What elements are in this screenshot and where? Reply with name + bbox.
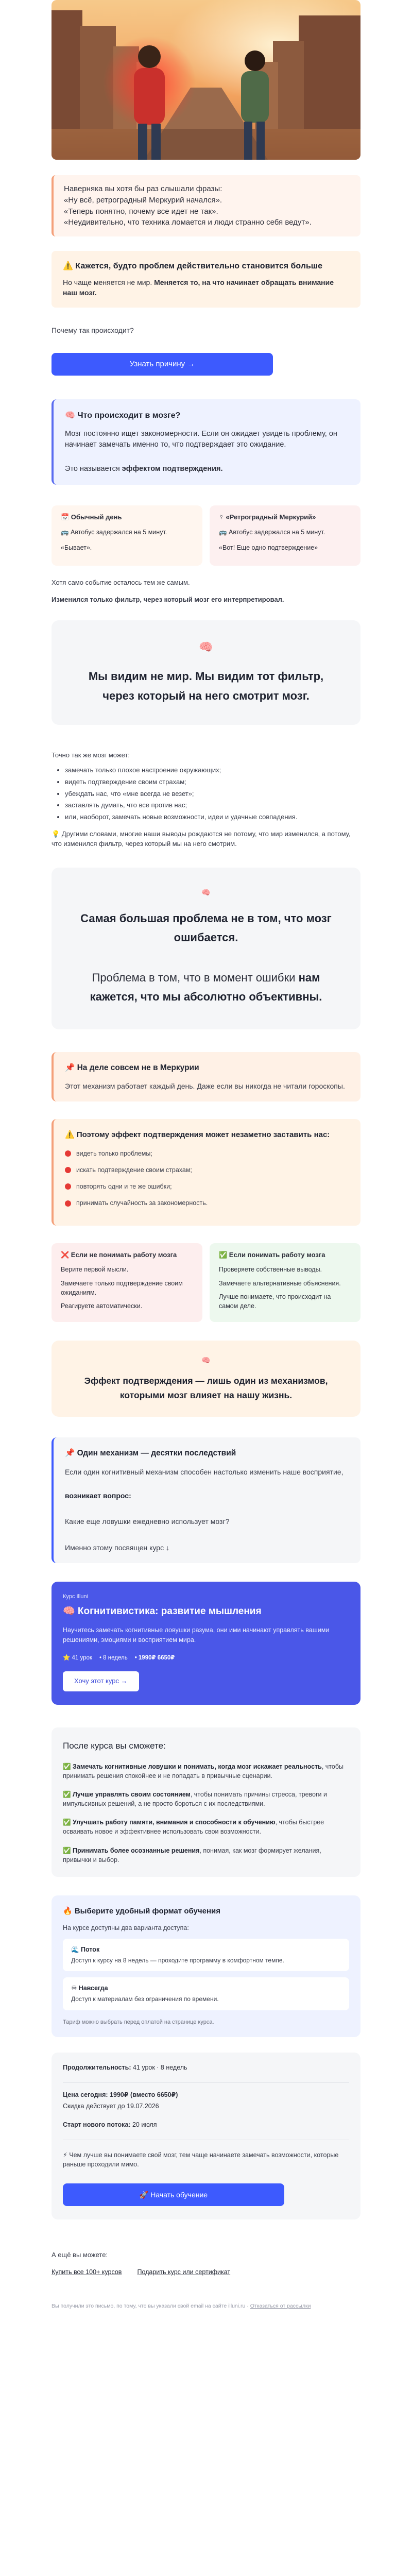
benefit-rest: , чтобы понимать причины стресса, тревоги и импульсивных решений, а не просто бороться с их последствиями. <box>63 1791 327 1808</box>
mechanism-p3: Какие еще ловушки ежедневно использует мозг? <box>65 1517 230 1526</box>
city-sunset-illustration-icon <box>52 0 360 160</box>
only-filter-bold: Изменился только фильтр, через который мозг его интерпретировал. <box>52 596 284 604</box>
benefit-item <box>63 1762 349 1781</box>
without-item: Замечаете только подтверждение своим ожиданиям. <box>61 1279 183 1296</box>
format-note: Тариф можно выбрать перед оплатой на странице курса. <box>63 2019 214 2025</box>
duration-label: Продолжительность: <box>63 2063 131 2071</box>
danger-item-text: повторять одни и те же ошибки; <box>76 1183 172 1191</box>
intro-quote-card <box>52 175 360 236</box>
learn-cause-button[interactable]: Узнать причину → <box>52 353 273 376</box>
mercury-card <box>52 1052 360 1102</box>
ordinary-day-card <box>52 505 202 566</box>
benefit-bold: ✅ Улучшать работу памяти, внимания и способности к обучению <box>63 1819 276 1826</box>
line2-prefix: Проблема в том, что в момент ошибки <box>92 971 299 984</box>
duration-value: 41 урок · 8 недель <box>131 2063 187 2071</box>
start-row <box>63 2120 349 2129</box>
without-title: ❌ Если не понимать работу мозга <box>61 1250 177 1259</box>
problem-sub-bold: Меняется то, на что начинает обращать внимание наш мозг. <box>63 278 334 297</box>
discount-row: Скидка действует до 19.07.2026 <box>63 2102 159 2110</box>
benefit-item <box>63 1846 349 1865</box>
effect-bold: эффектом подтверждения. <box>122 465 223 473</box>
mechanism-p4: Именно этому посвящен курс ↓ <box>65 1543 169 1552</box>
same-event-text: Хотя само событие осталось тем же самым. <box>52 579 190 587</box>
biggest-problem-line2 <box>77 968 335 1007</box>
pros-cons <box>52 1243 360 1322</box>
course-tag: Курс Illuni <box>63 1593 89 1600</box>
mechanism-p2: возникает вопрос: <box>65 1492 131 1500</box>
list-item <box>65 1165 349 1175</box>
list-item: • убеждать нас, что «мне всегда не везет»; <box>65 789 360 799</box>
effect-prefix: Это называется <box>65 465 122 473</box>
without-item: Верите первой мысли. <box>61 1266 129 1274</box>
benefit-rest: , чтобы быстрее осваивать новое и эффективнее использовать свои возможности. <box>63 1819 324 1836</box>
footer-notice: Вы получили это письмо, по тому, что вы указали свой email на сайте illuni.ru <box>52 2303 246 2310</box>
quote-line: «Неудивительно, что техника ломается и люди странно себя ведут». <box>64 218 312 227</box>
pricing-card <box>52 2053 360 2220</box>
conclusion-text: Эффект подтверждения — лишь один из механизмов, которыми мозг влияет на нашу жизнь. <box>84 1376 328 1401</box>
price-old: 6650₽ <box>157 2091 176 2098</box>
brain-info-title: 🧠 Что происходит в мозге? <box>65 411 181 420</box>
compare-days <box>52 505 360 566</box>
start-value: 20 июля <box>130 2121 157 2129</box>
brain-info-effect <box>65 464 349 474</box>
with-title: ✅ Если понимать работу мозга <box>219 1250 325 1259</box>
list-item <box>65 1182 349 1191</box>
price-old-label: (вместо <box>128 2091 157 2098</box>
after-course-card <box>52 1727 360 1877</box>
course-desc: Научитесь замечать когнитивные ловушки разума, они ими начинают управлять вашими решениями, эмоциями и восприятием мира. <box>63 1626 330 1643</box>
danger-list <box>65 1149 349 1208</box>
divider <box>63 2082 349 2083</box>
quote-line: «Ну всё, ретроградный Меркурий начался». <box>64 195 222 205</box>
problem-sub-prefix: Но чаще меняется не мир. <box>63 278 154 287</box>
after-course-title: После курса вы сможете: <box>63 1741 166 1751</box>
more-intro: А ещё вы можете: <box>52 2251 108 2259</box>
why-text: Почему так происходит? <box>52 326 134 334</box>
benefit-rest: , чтобы принимать решения спокойнее и не попадать в привычные сценарии. <box>63 1762 344 1780</box>
list-item: • видеть подтверждение своим страхам; <box>65 777 360 787</box>
benefit-bold: ✅ Замечать когнитивные ловушки и понимать, когда мозг искажает реальность <box>63 1762 322 1770</box>
red-dot-icon <box>65 1150 71 1157</box>
red-dot-icon <box>65 1200 71 1207</box>
format-sub: На курсе доступны два варианта доступа: <box>63 1924 189 1931</box>
biggest-problem-card <box>52 868 360 1029</box>
benefit-item <box>63 1790 349 1808</box>
list-item <box>65 1149 349 1158</box>
list-item: • или, наоборот, замечать новые возможности, идеи и удачные совпадения. <box>65 812 360 822</box>
ordinary-day-line: «Бывает». <box>61 544 92 552</box>
duration-row <box>63 2063 349 2072</box>
ordinary-day-title: 📅 Обычный день <box>61 513 122 521</box>
filter-quote-text: Мы видим не мир. Мы видим тот фильтр, через который на него смотрит мозг. <box>88 669 324 703</box>
brain-info-body: Мозг постоянно ищет закономерности. Если он ожидает увидеть проблему, он начинает замечать именно то, что подтверждает это ожидание. <box>65 430 337 449</box>
format-title: 🔥 Выберите удобный формат обучения <box>63 1906 220 1916</box>
list-item: • замечать только плохое настроение окружающих; <box>65 766 360 775</box>
list-item: • заставлять думать, что все против нас; <box>65 801 360 810</box>
danger-card-title: ⚠️ Поэтому эффект подтверждения может незаметно заставить нас: <box>65 1130 330 1140</box>
price-row <box>63 2090 349 2099</box>
gift-course-link[interactable]: Подарить курс или сертификат <box>137 2268 231 2276</box>
bulb-paragraph: 💡 Другими словами, многие наши выводы рождаются не потому, что мир изменился, а потому, что изменился фильтр, через который мы на него смотрим. <box>52 830 351 848</box>
email-column <box>52 0 360 2311</box>
problem-subtitle <box>63 277 349 298</box>
course-lessons: ⭐ 41 урок <box>63 1654 92 1661</box>
conclusion-card <box>52 1341 360 1417</box>
option-text: Доступ к курсу на 8 недель — проходите программу в комфортном темпе. <box>71 1956 284 1964</box>
red-dot-icon <box>65 1167 71 1173</box>
danger-item-text: искать подтверждение своим страхам; <box>76 1166 192 1174</box>
start-learning-button[interactable]: 🚀 Начать обучение <box>63 2183 284 2206</box>
start-label: Старт нового потока: <box>63 2121 131 2129</box>
mercury-day-title: ☿ «Ретроградный Меркурий» <box>219 513 316 521</box>
mercury-card-title: 📌 На деле совсем не в Меркурии <box>65 1063 199 1072</box>
line2-bold: нам кажется, что мы абсолютно объективны. <box>90 971 322 1004</box>
problem-card <box>52 251 360 308</box>
format-card <box>52 1895 360 2037</box>
danger-card <box>52 1119 360 1225</box>
price-new: 1990₽ <box>110 2091 129 2098</box>
without-understanding-card <box>52 1243 202 1322</box>
price-close: ) <box>176 2091 178 2098</box>
course-weeks: • 8 недель <box>99 1654 128 1661</box>
course-price: • 1990₽ 6650₽ <box>134 1654 175 1661</box>
ordinary-day-line: 🚌 Автобус задержался на 5 минут. <box>61 529 167 536</box>
footer-links <box>52 2267 360 2277</box>
red-dot-icon <box>65 1183 71 1190</box>
without-item: Реагируете автоматически. <box>61 1302 143 1310</box>
danger-item-text: принимать случайность за закономерность. <box>76 1199 208 1207</box>
mercury-day-line: 🚌 Автобус задержался на 5 минут. <box>219 529 325 536</box>
format-option-forever <box>63 1977 349 2010</box>
course-meta <box>63 1654 349 1663</box>
with-item: Замечаете альтернативные объяснения. <box>219 1279 341 1287</box>
mechanism-card <box>52 1437 360 1563</box>
option-text: Доступ к материалам без ограничения по времени. <box>71 1995 219 2003</box>
brain-info-card <box>52 399 360 485</box>
only-filter-text <box>52 595 360 605</box>
mercury-day-line: «Вот! Еще одно подтверждение» <box>219 544 318 552</box>
benefit-rest: , понимая, как мозг формирует желания, привычки и выбор. <box>63 1846 321 1863</box>
unsubscribe-link[interactable]: Отказаться от рассылки <box>250 2303 311 2310</box>
brain-icon: 🧠 <box>199 640 213 654</box>
benefit-bold: ✅ Принимать более осознанные решения <box>63 1846 200 1854</box>
course-card <box>52 1582 360 1705</box>
list-item <box>65 1198 349 1208</box>
problem-title: ⚠️ Кажется, будто проблем действительно становится больше <box>63 262 323 270</box>
brain-icon: 🧠 <box>201 1355 211 1364</box>
buy-all-courses-link[interactable]: Купить все 100+ курсов <box>52 2268 122 2276</box>
mechanism-title: 📌 Один механизм — десятки последствий <box>65 1449 236 1458</box>
benefit-item <box>63 1818 349 1836</box>
mercury-day-card <box>210 505 360 566</box>
footer-text: Вы получили это письмо, по тому, что вы указали свой email на сайте illuni.ru · Отказаться от рассылки <box>52 2303 311 2310</box>
price-label: Цена сегодня: <box>63 2091 110 2098</box>
format-option-stream <box>63 1939 349 1972</box>
mechanism-p1: Если один когнитивный механизм способен настолько изменить наше восприятие, <box>65 1467 344 1476</box>
danger-item-text: видеть только проблемы; <box>76 1150 152 1158</box>
option-title: ♾ Навсегда <box>71 1985 108 1992</box>
quote-line: «Теперь понятно, почему все идет не так». <box>64 207 218 216</box>
brain-icon: 🧠 <box>201 888 211 896</box>
course-title: 🧠 Когнитивистика: развитие мышления <box>63 1605 262 1617</box>
biggest-problem-line1: Самая большая проблема не в том, что мозг ошибается. <box>80 912 332 944</box>
filter-quote-card <box>52 620 360 725</box>
want-course-button[interactable]: Хочу этот курс → <box>63 1671 139 1691</box>
mercury-card-body: Этот механизм работает каждый день. Даже если вы никогда не читали гороскопы. <box>65 1082 345 1091</box>
with-item: Лучше понимаете, что происходит на самом деле. <box>219 1293 331 1310</box>
with-item: Проверяете собственные выводы. <box>219 1266 322 1274</box>
quote-line: Наверняка вы хотя бы раз слышали фразы: <box>64 184 222 193</box>
brain-can-list <box>52 766 360 822</box>
option-title: 🌊 Поток <box>71 1945 100 1953</box>
brain-can-intro: Точно так же мозг может: <box>52 751 130 759</box>
hero-illustration <box>52 0 360 160</box>
benefit-bold: ✅ Лучше управлять своим состоянием <box>63 1791 191 1799</box>
with-understanding-card <box>210 1243 360 1322</box>
pricing-tip: ⚡ Чем лучше вы понимаете свой мозг, тем чаще начинаете замечать возможности, которые раньше проходили мимо. <box>63 2151 339 2168</box>
